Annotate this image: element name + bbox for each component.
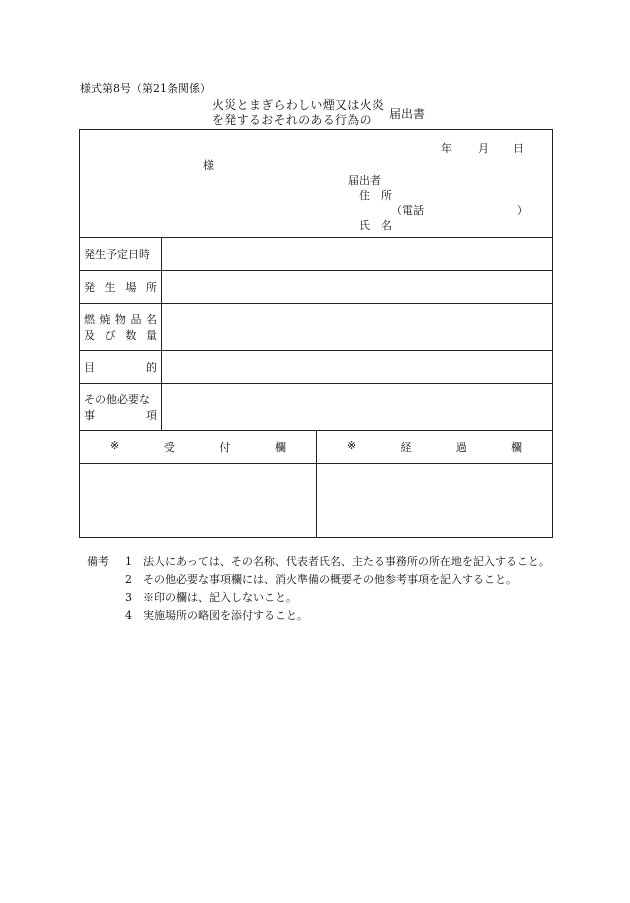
field-combustibles[interactable]: [162, 304, 553, 351]
applicant-label: 届出者: [348, 174, 381, 187]
field-location[interactable]: [162, 271, 553, 304]
remark-item: 4 実施場所の略図を添付すること。: [125, 609, 308, 622]
row-label-planned-datetime: 発生予定日時: [80, 238, 162, 271]
name-label: 氏 名: [359, 219, 392, 232]
remark-item: 備考 1 法人にあっては、その名称、代表者氏名、主たる事務所の所在地を記入すること。: [87, 553, 557, 571]
title-line-2: を発するおそれのある行為の: [212, 113, 372, 127]
row-label-other-matters: その他必要な 事 項: [80, 384, 162, 431]
addressee-suffix: 様: [203, 159, 214, 172]
row-label-location: 発 生 場 所: [80, 271, 162, 304]
title-suffix: 届出書: [389, 107, 426, 121]
field-other-matters[interactable]: [162, 384, 553, 431]
date-month: 月: [478, 142, 489, 155]
date-day: 日: [513, 142, 524, 155]
phone-label: （電話: [391, 204, 424, 217]
reception-column-header: ※ 受 付 欄: [80, 431, 317, 464]
progress-field[interactable]: [317, 464, 553, 538]
field-planned-datetime[interactable]: [162, 238, 553, 271]
remark-item: 3 ※印の欄は、記入しないこと。: [125, 591, 297, 604]
form-number: 様式第8号（第21条関係）: [80, 82, 211, 95]
notification-form-table: [79, 129, 553, 538]
row-label-combustibles: 燃 焼 物 品 名 及 び 数 量: [80, 304, 162, 351]
row-label-purpose: 目 的: [80, 351, 162, 384]
remarks-section: [87, 553, 557, 625]
title-line-1: 火災とまぎらわしい煙又は火炎: [212, 98, 385, 112]
phone-close: ）: [517, 204, 528, 217]
remark-item: 2 その他必要な事項欄には、消火準備の概要その他参考事項を記入すること。: [125, 573, 517, 586]
remarks-lead: 備考: [87, 555, 109, 568]
reception-field[interactable]: [80, 464, 317, 538]
field-purpose[interactable]: [162, 351, 553, 384]
date-year: 年: [441, 142, 452, 155]
address-label: 住 所: [359, 189, 392, 202]
header-block: [80, 130, 553, 238]
progress-column-header: ※ 経 過 欄: [317, 431, 553, 464]
